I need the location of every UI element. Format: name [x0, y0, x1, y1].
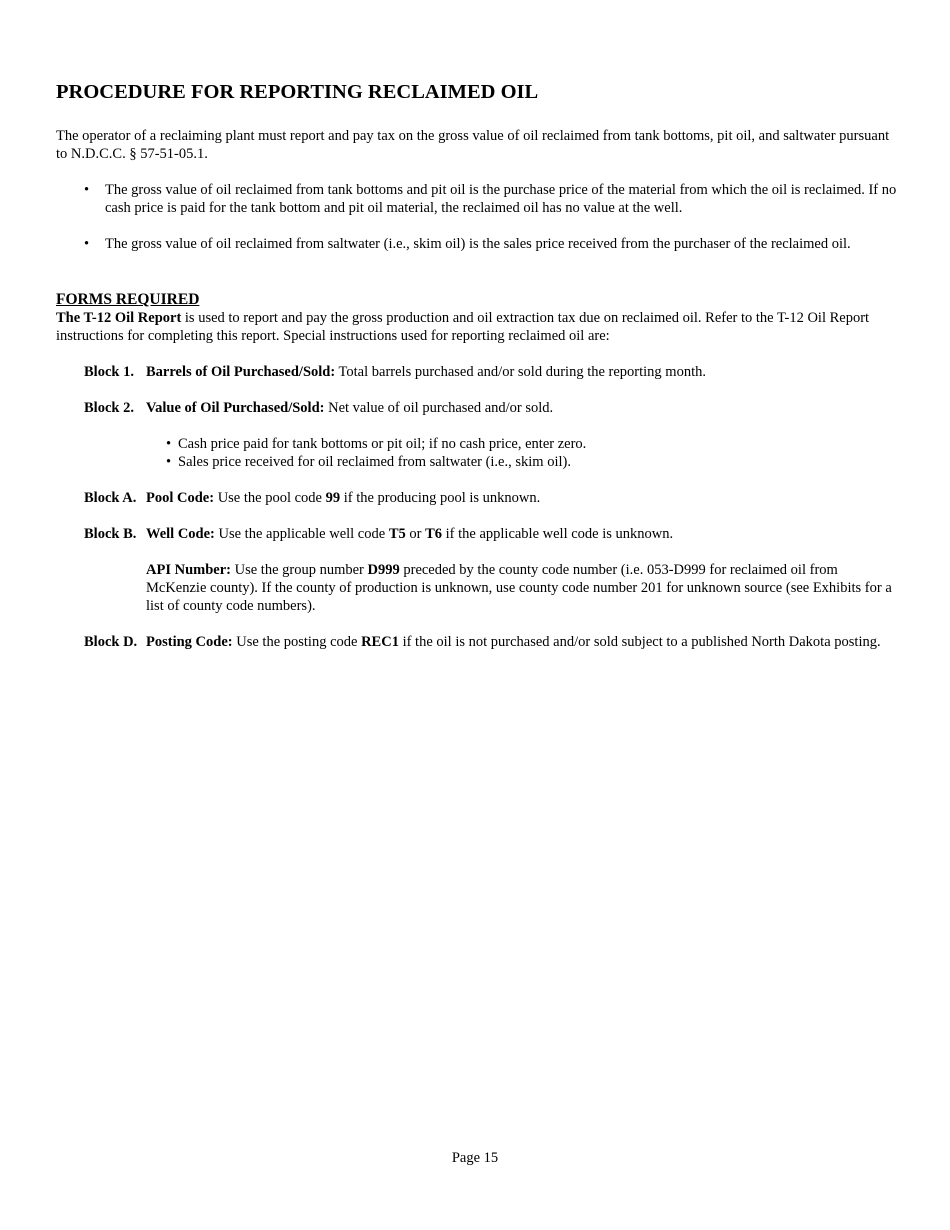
bullet-text: The gross value of oil reclaimed from saltwater (i.e., skim oil) is the sales price received from the purchaser of the reclaimed oil. — [105, 236, 851, 252]
group-number-code: D999 — [367, 562, 400, 578]
block-2-instruction — [84, 399, 901, 417]
sub-list-text: Cash price paid for tank bottoms or pit oil; if no cash price, enter zero. — [178, 436, 587, 452]
block-text: Net value of oil purchased and/or sold. — [324, 400, 554, 416]
block-d-instruction — [84, 633, 901, 651]
bullet-item-saltwater — [56, 235, 901, 253]
gross-value-bullet-list — [56, 181, 901, 271]
api-number-instruction — [84, 561, 901, 615]
block-field-name: API Number: — [146, 562, 231, 578]
page-title: PROCEDURE FOR REPORTING RECLAIMED OIL — [56, 81, 539, 103]
block-text: Use the posting code — [232, 634, 362, 650]
block-a-instruction — [84, 489, 901, 507]
sub-list-item — [166, 435, 901, 453]
sub-list-item — [166, 453, 901, 471]
block-text: Use the group number — [230, 562, 368, 578]
block-label: Block 2. — [84, 400, 134, 416]
bullet-icon: • — [84, 182, 90, 198]
block-text: if the oil is not purchased and/or sold subject to a published North Dakota posting. — [398, 634, 881, 650]
bullet-icon: • — [166, 436, 172, 452]
well-code-t6: T6 — [425, 526, 442, 542]
block-text: if the producing pool is unknown. — [340, 490, 541, 506]
block-text: Use the pool code — [214, 490, 326, 506]
intro-paragraph: The operator of a reclaiming plant must report and pay tax on the gross value of oil reclaimed from tank bottoms, pit oil, and saltwater pursuant to N.D.C.C. § 57-51-05.1. — [56, 128, 890, 162]
block-text: Total barrels purchased and/or sold during the reporting month. — [335, 364, 706, 380]
bullet-text: The gross value of oil reclaimed from tank bottoms and pit oil is the purchase price of the material from which the oil is reclaimed. If no cash price is paid for the tank bottom and pit oil material, the reclaimed oil has no value at the well. — [105, 182, 897, 216]
block-instructions — [84, 363, 901, 669]
forms-required-text: is used to report and pay the gross production and oil extraction tax due on reclaimed oil. Refer to the T-12 Oil Report instructions for completing this report. Special instructions used for reporting reclaimed oil are: — [56, 310, 870, 344]
block-2-sub-list — [84, 435, 901, 471]
document-page — [56, 0, 901, 1230]
block-label: Block D. — [84, 634, 138, 650]
t12-report-name: The T-12 Oil Report — [56, 310, 182, 326]
bullet-icon: • — [84, 236, 90, 252]
forms-required-paragraph — [56, 309, 901, 345]
block-field-name: Well Code: — [146, 526, 215, 542]
block-field-name: Pool Code: — [146, 490, 215, 506]
block-text: preceded by the county code number (i.e. 053-D999 for reclaimed oil from McKenzie county). If the county of production is unknown, use county code number 201 for unknown source (see Exhibits for a list of county code numbers). — [146, 562, 892, 614]
well-code-t5: T5 — [388, 526, 406, 542]
block-label: Block 1. — [84, 364, 134, 380]
block-label: Block B. — [84, 526, 137, 542]
forms-required-section — [56, 291, 901, 345]
sub-list-text: Sales price received for oil reclaimed from saltwater (i.e., skim oil). — [178, 454, 571, 470]
posting-code: REC1 — [361, 634, 399, 650]
block-text: Use the applicable well code — [214, 526, 389, 542]
block-label: Block A. — [84, 490, 137, 506]
block-1-instruction — [84, 363, 901, 381]
block-b-instruction — [84, 525, 901, 543]
bullet-item-tank-bottoms — [56, 181, 901, 217]
block-text: if the applicable well code is unknown. — [442, 526, 674, 542]
block-field-name: Value of Oil Purchased/Sold: — [146, 400, 325, 416]
block-text: or — [405, 526, 426, 542]
block-field-name: Barrels of Oil Purchased/Sold: — [146, 364, 336, 380]
block-field-name: Posting Code: — [146, 634, 233, 650]
page-number: Page 15 — [451, 1150, 499, 1166]
pool-code: 99 — [325, 490, 341, 506]
forms-required-heading: FORMS REQUIRED — [56, 291, 200, 308]
bullet-icon: • — [166, 454, 172, 470]
